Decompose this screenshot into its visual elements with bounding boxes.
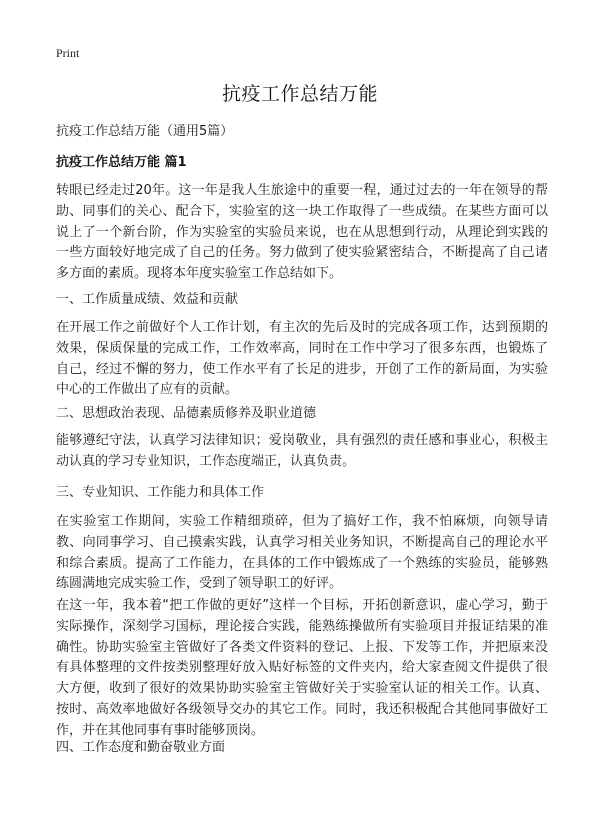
page-title: 抗疫工作总结万能 xyxy=(221,83,378,105)
paragraph-work-quality: 在开展工作之前做好个人工作计划，有主次的先后及时的完成各项工作，达到预期的效果，保质保量的完成工作，工作效率高，同时在工作中学习了很多东西，也锻炼了自己，经过不懈的努力，使工作水平有了长足的进步，开创了工作的新局面，为实验中心的工作做出了应有的贡献。 xyxy=(56,320,548,398)
paragraph-professional-knowledge: 在实验室工作期间，实验工作精细琐碎，但为了搞好工作，我不怕麻烦，向领导请教、向同事学习、自己摸索实践，认真学习相关业务知识，不断提高自己的理论水平和综合素质。提高了工作能力，在具体的工作中锻炼成了一个熟练的实验员，能够熟练圆满地完成实验工作，受到了领导职工的好评。 xyxy=(56,514,548,592)
heading-work-attitude: 四、工作态度和勤奋敬业方面 xyxy=(56,740,226,755)
heading-professional-knowledge: 三、专业知识、工作能力和具体工作 xyxy=(56,485,265,500)
heading-work-quality: 一、工作质量成绩、效益和贡献 xyxy=(56,292,239,307)
paragraph-yearly-goal: 在这一年，我本着“把工作做的更好”这样一个目标，开拓创新意识，虚心学习，勤于实际操作，深刻学习国标，理论接合实践，能熟练操做所有实验项目并报证结果的准确性。协助实验室主管做好了各类文件资料的登记、上报、下发等工作，并把原来没有具体整理的文件按类别整理好放入贴好标签的文件夹内，给大家查阅文件提供了很大方便，收到了很好的效果协助实验室主管做好关于实验室认证的相关工作。认真、按时、高效率地做好各级领导交办的其它工作。同时，我还积极配合其他同事做好工作，并在其他同事有事时能够顶岗。 xyxy=(56,598,548,738)
paragraph-intro: 转眼已经走过20年。这一年是我人生旅途中的重要一程，通过过去的一年在领导的帮助、同事们的关心、配合下，实验室的这一块工作取得了一些成绩。在某些方面可以说上了一个新台阶，作为实验室的实验员来说，也在从思想到行动，从理论到实践的一些方面较好地完成了自己的任务。努力做到了使实验紧密结合，不断提高了自己诸多方面的素质。现将本年度实验室工作总结如下。 xyxy=(56,183,548,282)
document-subtitle: 抗疫工作总结万能（通用5篇） xyxy=(56,124,234,139)
section-title: 抗疫工作总结万能 篇1 xyxy=(56,155,187,170)
paragraph-political-ethics: 能够遵纪守法，认真学习法律知识；爱岗敬业，具有强烈的责任感和事业心，积极主动认真的学习专业知识，工作态度端正，认真负责。 xyxy=(56,433,548,469)
print-link[interactable]: Print xyxy=(56,46,80,60)
heading-political-ethics: 二、思想政治表现、品德素质修养及职业道德 xyxy=(56,406,317,421)
